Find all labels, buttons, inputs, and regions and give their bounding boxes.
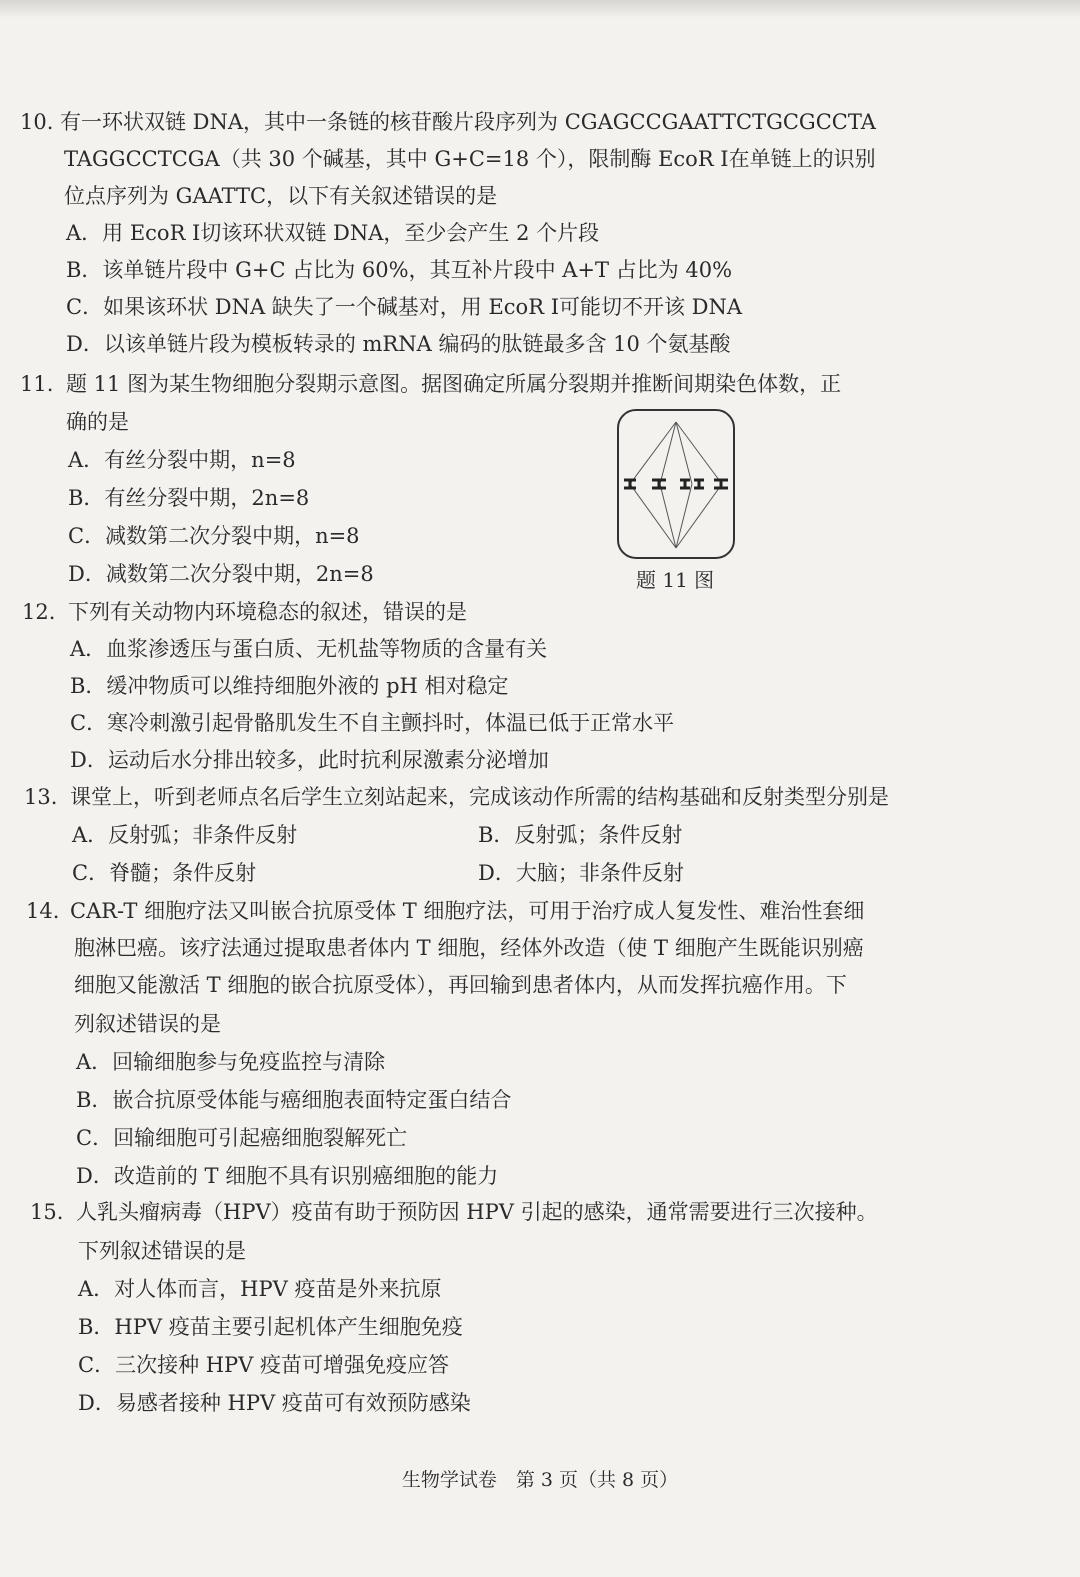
option-a: A．对人体而言，HPV 疫苗是外来抗原 xyxy=(78,1277,442,1301)
option-a: A．用 EcoR Ⅰ切该环状双链 DNA，至少会产生 2 个片段 xyxy=(66,221,600,245)
option-c: C．寒冷刺激引起骨骼肌发生不自主颤抖时，体温已低于正常水平 xyxy=(70,711,675,735)
figure-caption: 题 11 图 xyxy=(636,568,715,592)
scan-edge-shadow xyxy=(0,0,1080,18)
option-c: C．回输细胞可引起癌细胞裂解死亡 xyxy=(76,1126,408,1150)
cell-division-figure xyxy=(616,408,736,560)
option-a: A．血浆渗透压与蛋白质、无机盐等物质的含量有关 xyxy=(70,637,548,661)
option-b: B．HPV 疫苗主要引起机体产生细胞免疫 xyxy=(78,1315,463,1339)
option-c: C．脊髓；条件反射 xyxy=(72,861,257,885)
option-b: B．缓冲物质可以维持细胞外液的 pH 相对稳定 xyxy=(70,674,509,698)
option-b: B．反射弧；条件反射 xyxy=(478,823,683,847)
question-text-line: 题 11 图为某生物细胞分裂期示意图。据图确定所属分裂期并推断间期染色体数，正 xyxy=(66,372,842,396)
option-d: D．减数第二次分裂中期，2n=8 xyxy=(68,562,374,586)
question-number: 12. xyxy=(22,600,56,624)
question-text-line: 位点序列为 GAATTC，以下有关叙述错误的是 xyxy=(64,184,498,208)
question-text-line: 确的是 xyxy=(66,410,129,434)
option-d: D．运动后水分排出较多，此时抗利尿激素分泌增加 xyxy=(70,748,549,772)
question-text-line: CAR-T 细胞疗法又叫嵌合抗原受体 T 细胞疗法，可用于治疗成人复发性、难治性套细 xyxy=(70,899,865,923)
option-c: C．如果该环状 DNA 缺失了一个碱基对，用 EcoR Ⅰ可能切不开该 DNA xyxy=(66,295,743,319)
page-footer: 生物学试卷 第 3 页（共 8 页） xyxy=(401,1469,679,1491)
option-c: C．减数第二次分裂中期，n=8 xyxy=(68,524,360,548)
option-a: A．回输细胞参与免疫监控与清除 xyxy=(76,1050,386,1074)
option-a: A．反射弧；非条件反射 xyxy=(72,823,298,847)
question-text-line: 下列有关动物内环境稳态的叙述，错误的是 xyxy=(68,600,467,624)
option-d: D．大脑；非条件反射 xyxy=(478,861,684,885)
question-text-line: 细胞又能激活 T 细胞的嵌合抗原受体），再回输到患者体内，从而发挥抗癌作用。下 xyxy=(74,973,847,997)
chromosomes xyxy=(624,480,728,488)
question-number: 15. xyxy=(30,1200,64,1224)
cell-outline xyxy=(618,410,734,558)
question-number: 14. xyxy=(26,899,60,923)
spindle-fibers xyxy=(630,422,722,548)
question-text-line: 课堂上，听到老师点名后学生立刻站起来，完成该动作所需的结构基础和反射类型分别是 xyxy=(70,785,889,809)
option-d: D．以该单链片段为模板转录的 mRNA 编码的肽链最多含 10 个氨基酸 xyxy=(66,332,731,356)
question-text-line: 人乳头瘤病毒（HPV）疫苗有助于预防因 HPV 引起的感染，通常需要进行三次接种。 xyxy=(76,1200,878,1224)
option-b: B．嵌合抗原受体能与癌细胞表面特定蛋白结合 xyxy=(76,1088,512,1112)
option-b: B．有丝分裂中期，2n=8 xyxy=(68,486,310,510)
question-text-line: 胞淋巴癌。该疗法通过提取患者体内 T 细胞，经体外改造（使 T 细胞产生既能识别癌 xyxy=(74,936,864,960)
option-d: D．改造前的 T 细胞不具有识别癌细胞的能力 xyxy=(76,1164,499,1188)
option-d: D．易感者接种 HPV 疫苗可有效预防感染 xyxy=(78,1391,471,1415)
option-a: A．有丝分裂中期，n=8 xyxy=(68,448,296,472)
option-c: C．三次接种 HPV 疫苗可增强免疫应答 xyxy=(78,1353,450,1377)
option-b: B．该单链片段中 G+C 占比为 60%，其互补片段中 A+T 占比为 40% xyxy=(66,258,733,282)
question-number: 11. xyxy=(20,372,54,396)
question-text-line: 列叙述错误的是 xyxy=(74,1012,221,1036)
question-text-line: 有一环状双链 DNA，其中一条链的核苷酸片段序列为 CGAGCCGAATTCTGCGCCTA xyxy=(60,110,876,134)
question-text-line: 下列叙述错误的是 xyxy=(78,1239,246,1263)
question-number: 10. xyxy=(20,110,54,134)
question-text-line: TAGGCCTCGA（共 30 个碱基，其中 G+C=18 个），限制酶 EcoR Ⅰ在单链上的识别 xyxy=(64,147,876,171)
question-number: 13. xyxy=(24,785,58,809)
